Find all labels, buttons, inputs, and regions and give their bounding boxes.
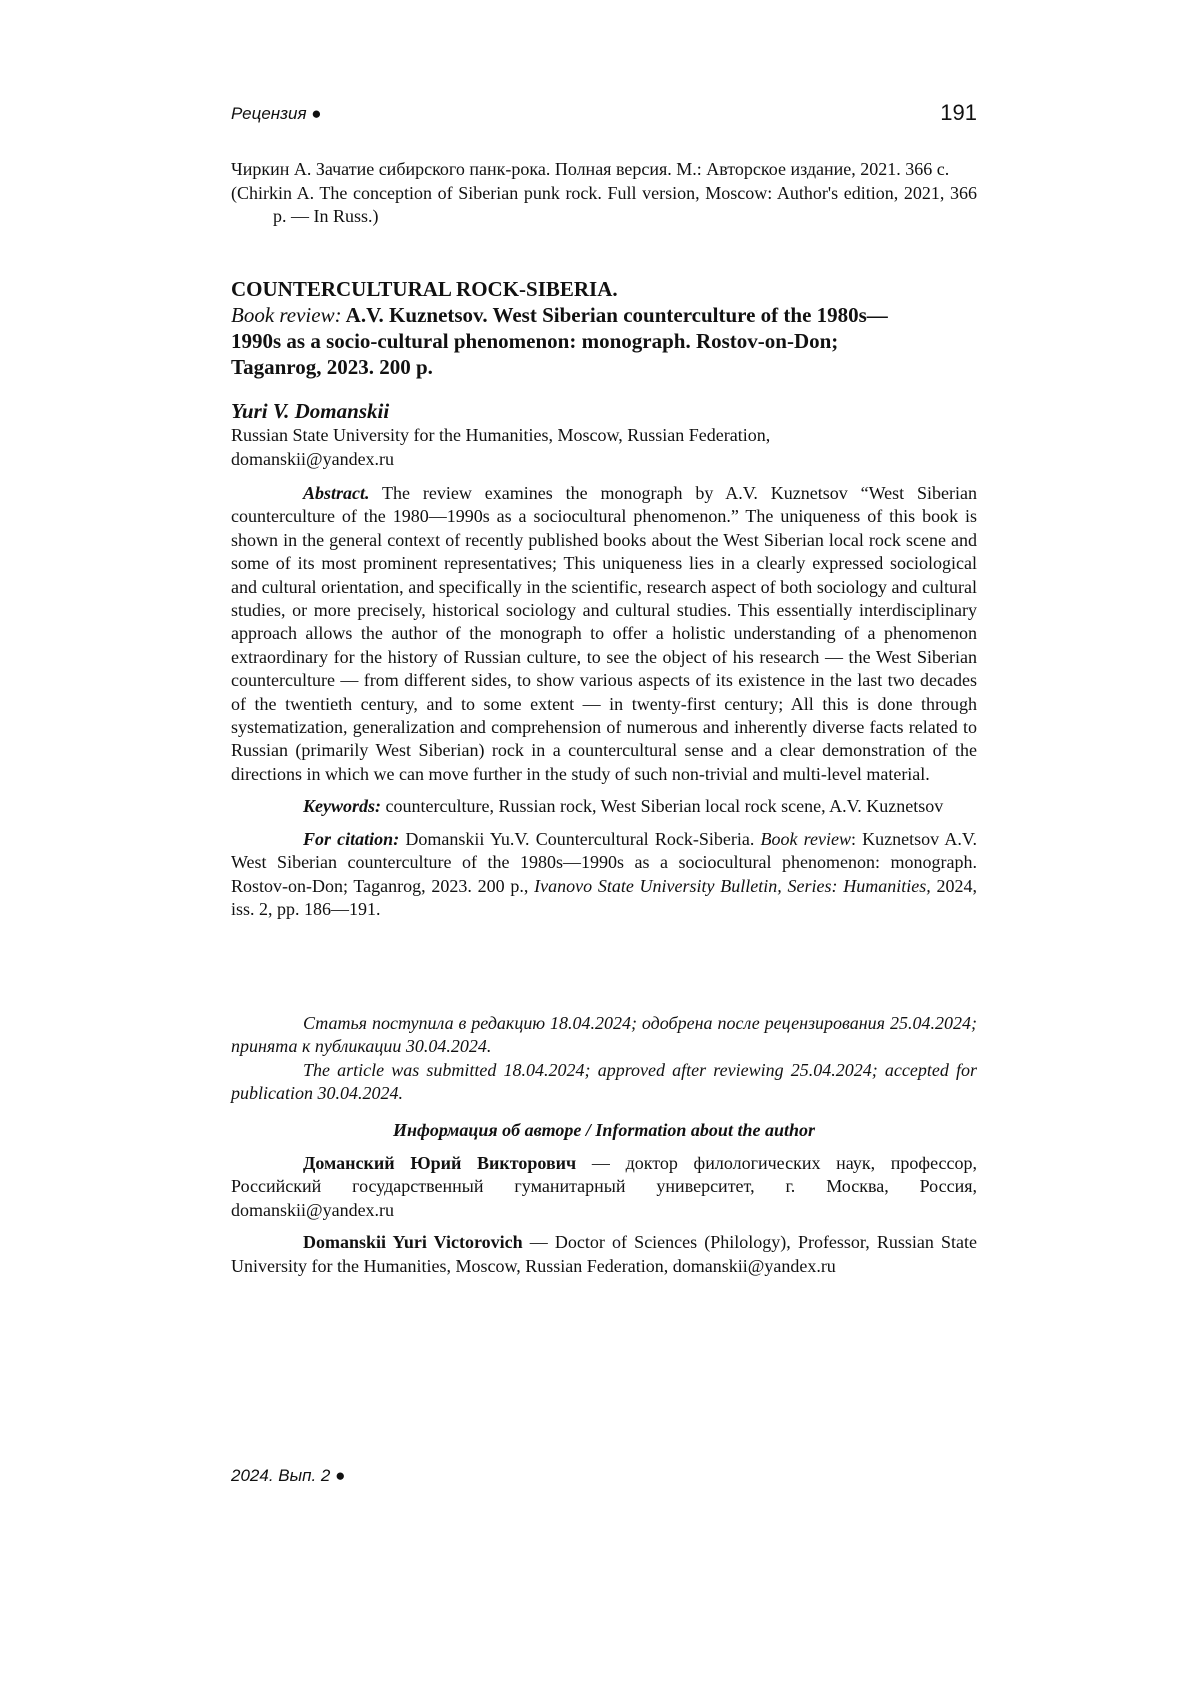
article-title-block bbox=[231, 276, 891, 380]
author-info-en-name: Domanskii Yuri Victorovich bbox=[303, 1232, 523, 1253]
book-review-text: A.V. Kuznetsov. West Siberian counterculture of the 1980s—1990s as a socio-cultural phenomenon: monograph. Rostov-on-Don; Taganrog, 2023. 200 p. bbox=[231, 303, 888, 379]
section-label: Рецензия ● bbox=[231, 104, 322, 123]
citation-label: For citation: bbox=[303, 828, 400, 849]
abstract bbox=[231, 482, 977, 786]
publication-dates bbox=[231, 1012, 977, 1106]
abstract-text: The review examines the monograph by A.V. Kuznetsov “West Siberian counterculture of the 1980—1990s as a sociocultural phenomenon.” The uniqueness of this book is shown in the general context of recently published books about the West Siberian local rock scene and some of its most prominent representatives; This uniqueness lies in a clearly expressed sociological and cultural orientation, and specifically in the scientific, research aspect of both sociology and cultural studies, or more precisely, historical sociology and cultural studies. This essentially interdisciplinary approach allows the author of the monograph to offer a holistic understanding of a phenomenon extraordinary for the history of Russian culture, to see the object of his research — the West Siberian counterculture — from different sides, to show various aspects of its existence in the last two decades of the twentieth century, and to some extent — in twenty-first century; All this is done through systematization, generalization and comprehension of numerous and inherently diverse facts related to Russian (primarily West Siberian) rock in a countercultural sense and a clear demonstration of the directions in which we can move further in the study of such non-trivial and multi-level material. bbox=[231, 483, 977, 784]
article-title: COUNTERCULTURAL ROCK-SIBERIA. bbox=[231, 277, 618, 301]
author-info-ru-name: Доманский Юрий Викторович bbox=[303, 1153, 577, 1173]
author-info-en-text: — Doctor of Sciences (Philology), Professor, Russian State University for the Humanities, Moscow, Russian Federation, domanskii@yandex.ru bbox=[231, 1232, 977, 1276]
issue-footer: 2024. Вып. 2 ● bbox=[231, 1466, 346, 1485]
book-review-heading bbox=[231, 303, 888, 379]
book-review-label: Book review: bbox=[231, 303, 342, 327]
article-front-matter bbox=[231, 482, 977, 921]
author-affiliation: Russian State University for the Humanities, Moscow, Russian Federation, bbox=[231, 425, 771, 445]
citation-text-3: 2024, iss. 2, pp. 186—191. bbox=[231, 875, 977, 919]
dates-en: The article was submitted 18.04.2024; approved after reviewing 25.04.2024; accepted for publication 30.04.2024. bbox=[231, 1059, 977, 1104]
author-email: domanskii@yandex.ru bbox=[231, 448, 395, 469]
reference-item-ru: Чиркин А. Зачатие сибирского панк-рока. Полная версия. М.: Авторское издание, 2021. 366 с. bbox=[231, 159, 950, 179]
citation-text-2: : Kuznetsov A.V. West Siberian counterculture of the 1980s—1990s as a sociocultural phenomenon: monograph. Rostov-on-Don; Taganrog, 2023. 200 p., bbox=[231, 828, 978, 896]
author-info-ru-text: — доктор филологических наук, профессор, Российский государственный гуманитарный университет, г. Москва, Россия, domanskii@yandex.ru bbox=[231, 1153, 977, 1220]
author-info-ru bbox=[231, 1152, 977, 1222]
author-info bbox=[231, 1152, 977, 1278]
author-info-en bbox=[231, 1231, 977, 1278]
keywords bbox=[231, 795, 977, 818]
author-name: Yuri V. Domanskii bbox=[231, 399, 390, 423]
citation bbox=[231, 828, 977, 922]
dates-ru: Статья поступила в редакцию 18.04.2024; одобрена после рецензирования 25.04.2024; принята к публикации 30.04.2024. bbox=[231, 1013, 977, 1057]
author-block bbox=[231, 398, 977, 471]
abstract-label: Abstract. bbox=[303, 483, 370, 503]
keywords-text: counterculture, Russian rock, West Siberian local rock scene, A.V. Kuznetsov bbox=[381, 796, 944, 817]
citation-journal: Ivanovo State University Bulletin, Series: Humanities, bbox=[534, 875, 931, 896]
reference-list bbox=[231, 158, 977, 229]
citation-text-1: Domanskii Yu.V. Countercultural Rock-Siberia. bbox=[399, 828, 761, 849]
keywords-label: Keywords: bbox=[303, 796, 381, 817]
reference-item-en: (Chirkin A. The conception of Siberian punk rock. Full version, Moscow: Author's edition, 2021, 366 p. — In Russ.) bbox=[231, 182, 977, 226]
citation-book-review: Book review bbox=[760, 828, 851, 849]
author-info-heading: Информация об авторе / Information about the author bbox=[393, 1120, 815, 1140]
page-number: 191 bbox=[940, 100, 977, 125]
